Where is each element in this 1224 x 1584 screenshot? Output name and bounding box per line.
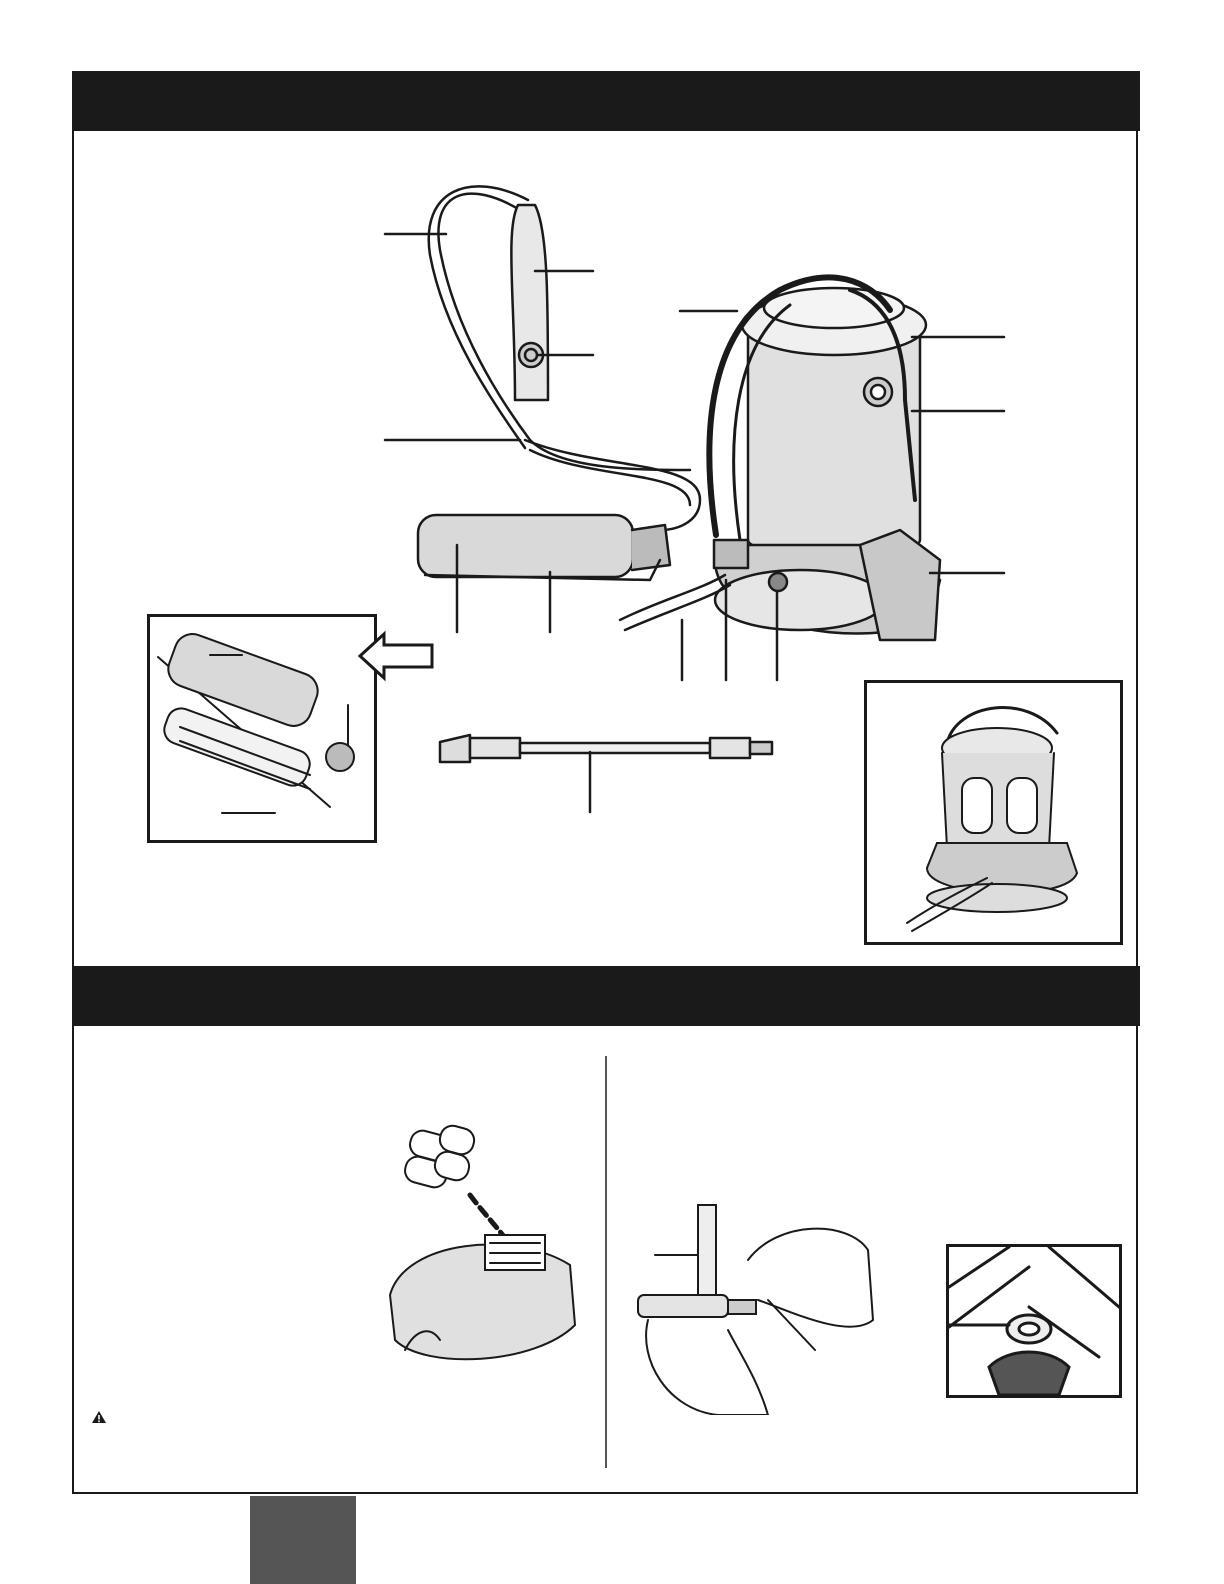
battery-install-illustration: [385, 1115, 585, 1385]
roller-detail-inset: [147, 614, 377, 843]
fitting-detail-inset: [946, 1244, 1122, 1398]
warning-triangle-icon: [91, 1410, 107, 1424]
hose-connection-illustration: [628, 1200, 878, 1415]
section-bar-2: [72, 966, 1140, 1026]
left-arrow-icon: [356, 630, 436, 682]
section-2-title: [72, 966, 1140, 1000]
assembled-unit-inset: [864, 680, 1123, 945]
page-number: [250, 1496, 356, 1526]
page-number-tab: [250, 1496, 356, 1584]
column-divider: [605, 1056, 607, 1468]
